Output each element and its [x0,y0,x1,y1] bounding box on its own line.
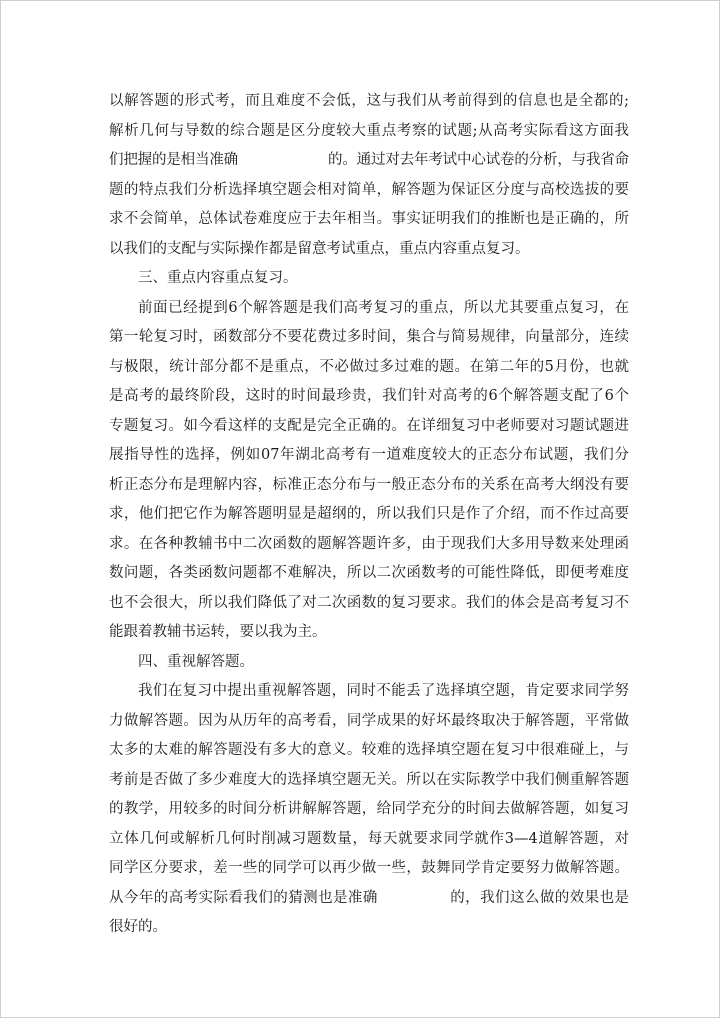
text-run: 是高考的最终阶段，这时的时间最珍贵，我们针对高考的6个解答题支配了6个 [109,388,629,404]
text-run: 能跟着教辅书运转，要以我为主。 [109,624,327,640]
text-line [109,441,629,471]
text-run: 析正态分布是理解内容，标准正态分布与一般正态分布的关系在高考大纲没有要 [109,476,629,493]
text-line [109,766,629,796]
text-run: 也不会很大，所以我们降低了对二次函数的复习要求。我们的体会是高考复习不 [109,594,629,611]
text-run: 立体几何或解析几何时削减习题数量，每天就要求同学就作3—4道解答题，对 [109,830,629,847]
text-run: 以我们的支配与实际操作都是留意考试重点，重点内容重点复习。 [109,240,530,257]
text-line [109,382,629,412]
text-line [109,589,629,619]
text-run: 展指导性的选择，例如07年湖北高考有一道难度较大的正态分布试题，我们分 [109,447,629,463]
text-run: 的教学，用较多的时间分析讲解解答题，给同学充分的时间去做解答题，如复习 [109,801,629,817]
text-line [109,146,629,176]
text-run: 太多的太难的解答题没有多大的意义。较难的选择填空题在复习中很难碰上，与 [109,742,629,758]
text-run: 前面已经提到6个解答题是我们高考复习的重点，所以尤其要重点复习，在 [138,299,629,316]
text-line [109,884,629,914]
text-line [109,854,629,884]
text-run: 同学区分要求，差一些的同学可以再少做一些，鼓舞同学肯定要努力做解答题。 [109,860,629,876]
text-run: 第一轮复习时，函数部分不要花费过多时间，集合与简易规律，向量部分，连续 [109,329,629,345]
text-line [109,825,629,855]
text-line [109,618,629,648]
text-line [109,323,629,353]
text-run: 与极限，统计部分都不是重点，不必做过多过难的题。在第二年的5月份，也就 [109,358,629,375]
text-run: 力做解答题。因为从历年的高考看，同学成果的好坏最终取决于解答题，平常做 [109,712,629,729]
text-line [109,353,629,383]
text-run: 题的特点我们分析选择填空题会相对简单，解答题为保证区分度与高校选拔的要 [109,181,629,198]
text-line [109,736,629,766]
text-line [109,559,629,589]
text-line [109,264,629,294]
text-run: 们把握的是相当准确 [109,152,238,168]
text-line [109,176,629,206]
text-run: 考前是否做了多少难度大的选择填空题无关。所以在实际教学中我们侧重解答题 [109,771,629,788]
text-run: 求，他们把它作为解答题明显是超纲的，所以我们只是作了介绍，而不作过高要 [109,506,629,522]
text-line [109,677,629,707]
text-line [109,500,629,530]
text-line [109,707,629,737]
document-body [109,87,629,943]
text-run: 三、重点内容重点复习。 [138,270,298,286]
text-line [109,471,629,501]
text-line [109,530,629,560]
text-run: 专题复习。如今看这样的支配是完全正确的。在详细复习中老师要对习题试题进 [109,417,629,434]
text-run: 解析几何与导数的综合题是区分度较大重点考察的试题;从高考实际看这方面我 [109,122,629,139]
text-run: 的，我们这么做的效果也是 [449,889,630,906]
text-line [109,235,629,265]
text-line [109,648,629,678]
text-run: 四、重视解答题。 [138,653,254,670]
text-run: 求不会简单，总体试卷难度应于去年相当。事实证明我们的推断也是正确的，所 [109,211,629,227]
text-line [109,795,629,825]
text-run: 的。通过对去年考试中心试卷的分析，与我省命 [328,152,629,168]
text-line [109,294,629,324]
text-run: 求。在各种教辅书中二次函数的题解答题许多，由于现我们大多用导数来处理函 [109,535,629,552]
text-run: 以解答题的形式考，而且难度不会低，这与我们从考前得到的信息也是全都的; [109,93,629,109]
text-line [109,117,629,147]
text-line [109,87,629,117]
text-run: 很好的。 [109,919,167,935]
text-run: 我们在复习中提出重视解答题，同时不能丢了选择填空题，肯定要求同学努 [138,683,629,699]
text-run: 从今年的高考实际看我们的猜测也是准确 [109,889,378,906]
text-run: 数问题，各类函数问题都不难解决，所以二次函数考的可能性降低，即便考难度 [109,565,629,581]
text-line [109,412,629,442]
text-line [109,913,629,943]
text-line [109,205,629,235]
